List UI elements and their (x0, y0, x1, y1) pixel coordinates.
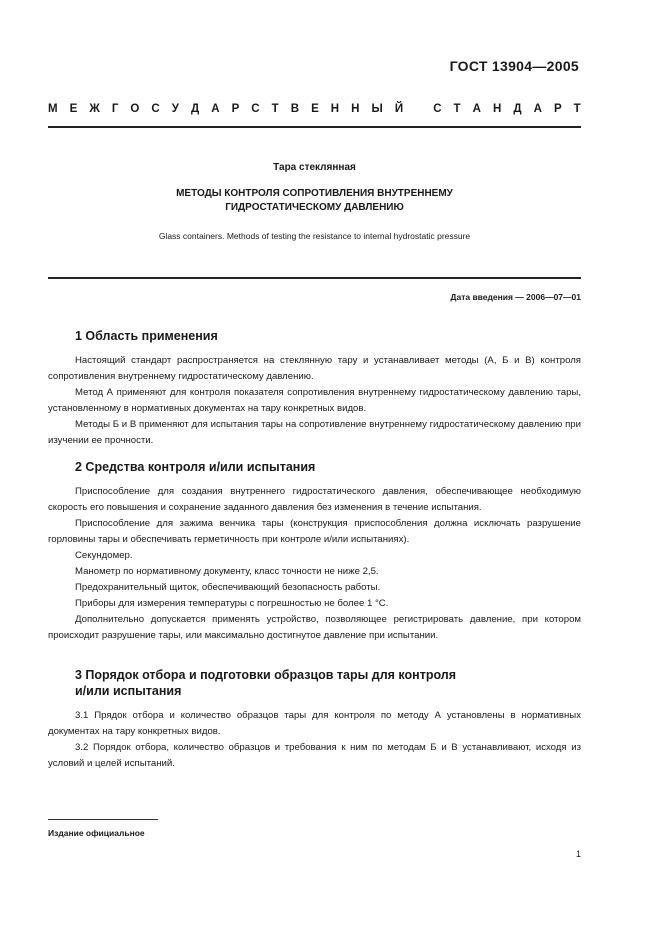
section-heading-line: и/или испытания (75, 684, 182, 698)
banner-letter: Е (69, 103, 78, 115)
banner-letter: Н (351, 103, 360, 115)
banner-letter: Е (311, 103, 319, 115)
banner-letter: Р (231, 103, 240, 115)
banner-letter: А (211, 103, 220, 115)
top-rule (48, 126, 581, 128)
banner-letter: А (472, 103, 481, 115)
paragraph: Приспособление для зажима венчика тары (конструкция приспособления должна исключать разрушение горловины тары и обеспечивать герметичность при контроле и/или испытаниях). (48, 518, 581, 545)
document-title-line: ГИДРОСТАТИЧЕСКОМУ ДАВЛЕНИЮ (225, 202, 404, 213)
banner-letter: У (171, 103, 179, 115)
banner-letter: Ж (89, 103, 100, 115)
banner-letter: С (251, 103, 260, 115)
paragraph: Метод А применяют для контроля показателя сопротивления внутреннему гидростатическому давлению тары, установленному в нормативных документах на тару конкретных видов. (48, 387, 581, 414)
banner-letter: Д (190, 103, 200, 115)
banner-letter: М (48, 103, 58, 115)
section-heading: 1 Область применения (75, 329, 218, 343)
section-equipment (48, 459, 581, 644)
paragraph: Настоящий стандарт распространяется на стеклянную тару и устанавливает методы (А, Б и В) контроля сопротивления внутреннему гидростатическому давлению. (48, 355, 581, 382)
section-heading (75, 667, 581, 699)
banner-letter: Г (111, 103, 119, 115)
banner-letter: Т (271, 103, 279, 115)
paragraph: 3.1 Прядок отбора и количество образцов тары для контроля по методу А установлены в нормативных документах на тару конкретных видов. (48, 710, 581, 737)
english-title: Glass containers. Methods of testing the resistance to internal hydrostatic pressure (158, 231, 471, 241)
paragraph: Приборы для измерения температуры с погрешностью не более 1 °С. (75, 598, 389, 609)
banner-word-gap (415, 103, 421, 115)
banner-letter: Й (394, 103, 404, 115)
banner-letter: О (130, 103, 140, 115)
page-number: 1 (575, 849, 581, 859)
paragraph: Приспособление для создания внутреннего гидростатического давления, обеспечивающее необходимую скорость его повышения и сохранение заданного давления без изменения в течение испытания. (48, 486, 581, 513)
banner-letter: Т (453, 103, 461, 115)
banner-letter: Р (553, 103, 562, 115)
banner-letter: Н (492, 103, 502, 115)
standard-number: ГОСТ 13904—2005 (449, 58, 579, 74)
edition-note: Издание официальное (48, 828, 145, 838)
paragraph: Методы Б и В применяют для испытания тары на сопротивление внутреннему гидростатическому давлению при изучении ее прочности. (48, 419, 581, 446)
banner-letter: В (290, 103, 300, 115)
paragraph: 3.2 Порядок отбора, количество образцов и требования к ним по методам Б и В устанавливают, исходя из условий и целей испытаний. (48, 742, 581, 769)
section-sampling (48, 667, 581, 772)
document-title-line: МЕТОДЫ КОНТРОЛЯ СОПРОТИВЛЕНИЯ ВНУТРЕННЕМУ (176, 188, 453, 199)
document-title (48, 187, 581, 215)
banner-letter: Н (330, 103, 340, 115)
banner-letter: Т (573, 103, 581, 115)
section-heading-line: 3 Порядок отбора и подготовки образцов тары для контроля (75, 668, 457, 682)
section-scope (48, 328, 581, 449)
banner-letter: Д (513, 103, 522, 115)
middle-rule (48, 277, 581, 279)
effective-date: Дата введения — 2006—07—01 (450, 292, 581, 302)
banner-letter: С (151, 103, 160, 115)
paragraph: Дополнительно допускается применять устройство, позволяющее регистрировать давление, при котором происходит разрушение тары, или максимально достигнутое давление при испытании. (48, 614, 581, 641)
section-heading: 2 Средства контроля и/или испытания (75, 460, 316, 474)
document-subtitle: Тара стеклянная (273, 162, 356, 173)
footer-rule (48, 819, 158, 820)
banner-letter: С (433, 103, 442, 115)
banner-letter: А (533, 103, 542, 115)
paragraph: Секундомер. (75, 550, 133, 561)
interstate-standard-banner (48, 103, 581, 115)
paragraph: Предохранительный щиток, обеспечивающий безопасность работы. (75, 582, 381, 593)
paragraph: Манометр по нормативному документу, класс точности не ниже 2,5. (75, 566, 379, 577)
banner-letter: Ы (371, 103, 383, 115)
